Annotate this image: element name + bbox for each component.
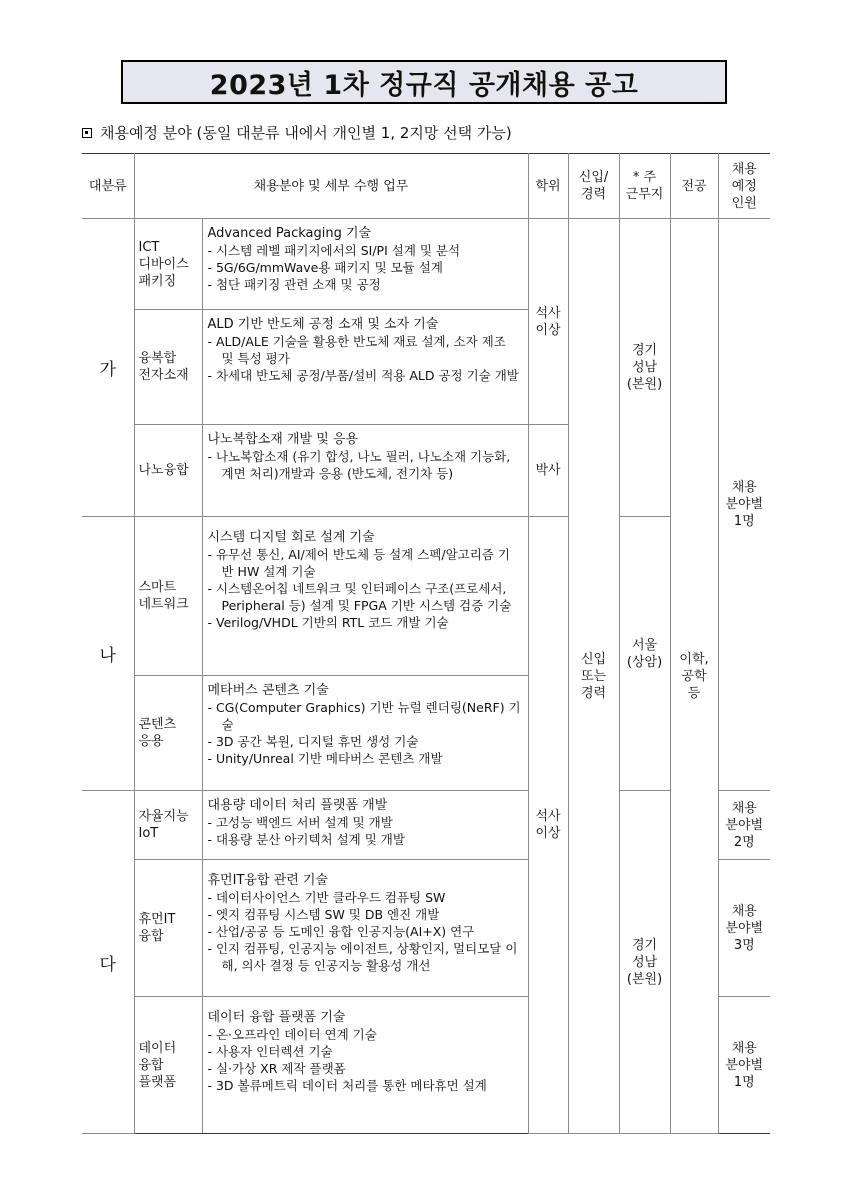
task-item: - 첨단 패키징 관련 소재 및 공정	[207, 277, 381, 292]
task-cell	[202, 425, 528, 517]
task-item: - 고성능 백엔드 서버 설계 및 개발	[207, 815, 393, 830]
task-item: - Unity/Unreal 기반 메타버스 콘텐츠 개발	[207, 751, 443, 766]
category-cell: 나	[82, 517, 134, 791]
field-name: ICT 디바이스 패키징	[134, 219, 202, 310]
title-box	[121, 60, 727, 104]
header-field: 채용분야 및 세부 수행 업무	[134, 154, 528, 219]
header-category: 대분류	[82, 154, 134, 219]
field-name: 데이터 융합 플랫폼	[134, 997, 202, 1134]
task-item: - 엣지 컴퓨팅 시스템 SW 및 DB 엔진 개발	[207, 907, 440, 922]
task-cell	[202, 676, 528, 791]
task-title: 나노복합소재 개발 및 응용	[207, 432, 359, 447]
task-title: 휴먼IT융합 관련 기술	[207, 873, 329, 888]
task-title: 시스템 디지털 회로 설계 기술	[207, 530, 375, 545]
degree-cell: 석사 이상	[528, 219, 568, 425]
category-cell: 가	[82, 219, 134, 517]
header-degree: 학위	[528, 154, 568, 219]
task-item: - 사용자 인터렉션 기술	[207, 1044, 333, 1059]
location-cell: 경기 성남 (본원)	[619, 219, 670, 517]
location-cell: 경기 성남 (본원)	[619, 791, 670, 1134]
task-item: - 산업/공공 등 도메인 융합 인공지능(AI+X) 연구	[207, 924, 475, 939]
degree-cell: 박사	[528, 425, 568, 517]
task-title: 데이터 융합 플랫폼 기술	[207, 1010, 346, 1025]
task-item: - 데이터사이언스 기반 클라우드 컴퓨팅 SW	[207, 890, 446, 905]
task-item: - 실·가상 XR 제작 플랫폼	[207, 1061, 346, 1076]
field-name: 나노융합	[134, 425, 202, 517]
headcount-cell: 채용 분야별 2명	[718, 791, 770, 860]
section-heading-text: 채용예정 분야 (동일 대분류 내에서 개인별 1, 2지망 선택 가능)	[100, 124, 512, 142]
task-cell	[202, 791, 528, 860]
task-item: - 시스템온어칩 네트워크 및 인터페이스 구조(프로세서, Peripheral 등) 설계 및 FPGA 기반 시스템 검증 기술	[207, 581, 512, 613]
field-name: 콘텐츠 응용	[134, 676, 202, 791]
task-item: - 3D 공간 복원, 디지털 휴먼 생성 기술	[207, 734, 419, 749]
task-item: - 온·오프라인 데이터 연계 기술	[207, 1027, 377, 1042]
header-major: 전공	[670, 154, 718, 219]
header-career: 신입/ 경력	[568, 154, 619, 219]
task-item: - 시스템 레벨 패키지에서의 SI/PI 설계 및 분석	[207, 243, 461, 258]
page-title: 2023년 1차 정규직 공개채용 공고	[209, 69, 639, 101]
header-headcount: 채용 예정 인원	[718, 154, 770, 219]
major-cell: 이학, 공학 등	[670, 219, 718, 1134]
task-item: - 3D 볼류메트릭 데이터 처리를 통한 메타휴먼 설계	[207, 1078, 487, 1093]
career-cell: 신입 또는 경력	[568, 219, 619, 1134]
table-row	[82, 791, 770, 860]
task-item: - 차세대 반도체 공정/부품/설비 적용 ALD 공정 기술 개발	[207, 368, 519, 383]
task-cell	[202, 860, 528, 997]
task-title: 대용량 데이터 처리 플랫폼 개발	[207, 798, 388, 813]
location-cell: 서울 (상암)	[619, 517, 670, 791]
table-row	[82, 219, 770, 310]
task-item: - 나노복합소재 (유기 합성, 나노 필러, 나노소재 기능화, 계면 처리)개발과 응용 (반도체, 전기차 등)	[207, 449, 511, 481]
field-name: 휴먼IT 융합	[134, 860, 202, 997]
table-header-row	[82, 154, 770, 219]
headcount-cell: 채용 분야별 3명	[718, 860, 770, 997]
section-heading	[82, 122, 512, 143]
task-item: - 대용량 분산 아키텍처 설계 및 개발	[207, 832, 405, 847]
task-title: ALD 기반 반도체 공정 소재 및 소자 기술	[207, 317, 439, 332]
field-name: 자율지능 IoT	[134, 791, 202, 860]
header-location: * 주 근무지	[619, 154, 670, 219]
square-bullet-icon	[82, 128, 92, 138]
task-cell	[202, 219, 528, 310]
task-title: Advanced Packaging 기술	[207, 226, 372, 241]
task-item: - 인지 컴퓨팅, 인공지능 에이전트, 상황인지, 멀티모달 이해, 의사 결정 등 인공지능 활용성 개선	[207, 941, 518, 973]
task-item: - Verilog/VHDL 기반의 RTL 코드 개발 기술	[207, 615, 449, 630]
table-row	[82, 517, 770, 676]
task-item: - 5G/6G/mmWave용 패키지 및 모듈 설계	[207, 260, 443, 275]
category-cell: 다	[82, 791, 134, 1134]
task-item: - ALD/ALE 기술을 활용한 반도체 재료 설계, 소자 제조 및 특성 평가	[207, 334, 506, 366]
headcount-cell: 채용 분야별 1명	[718, 219, 770, 791]
headcount-cell: 채용 분야별 1명	[718, 997, 770, 1134]
field-name: 융복합 전자소재	[134, 310, 202, 425]
task-cell	[202, 997, 528, 1134]
task-title: 메타버스 콘텐츠 기술	[207, 683, 329, 698]
task-cell	[202, 310, 528, 425]
task-item: - 유무선 통신, AI/제어 반도체 등 설계 스펙/알고리즘 기반 HW 설계 기술	[207, 547, 510, 579]
task-cell	[202, 517, 528, 676]
field-name: 스마트 네트워크	[134, 517, 202, 676]
recruitment-table	[82, 153, 770, 1134]
task-item: - CG(Computer Graphics) 기반 뉴럴 렌더링(NeRF) 기술	[207, 700, 521, 732]
degree-cell: 석사 이상	[528, 517, 568, 1134]
